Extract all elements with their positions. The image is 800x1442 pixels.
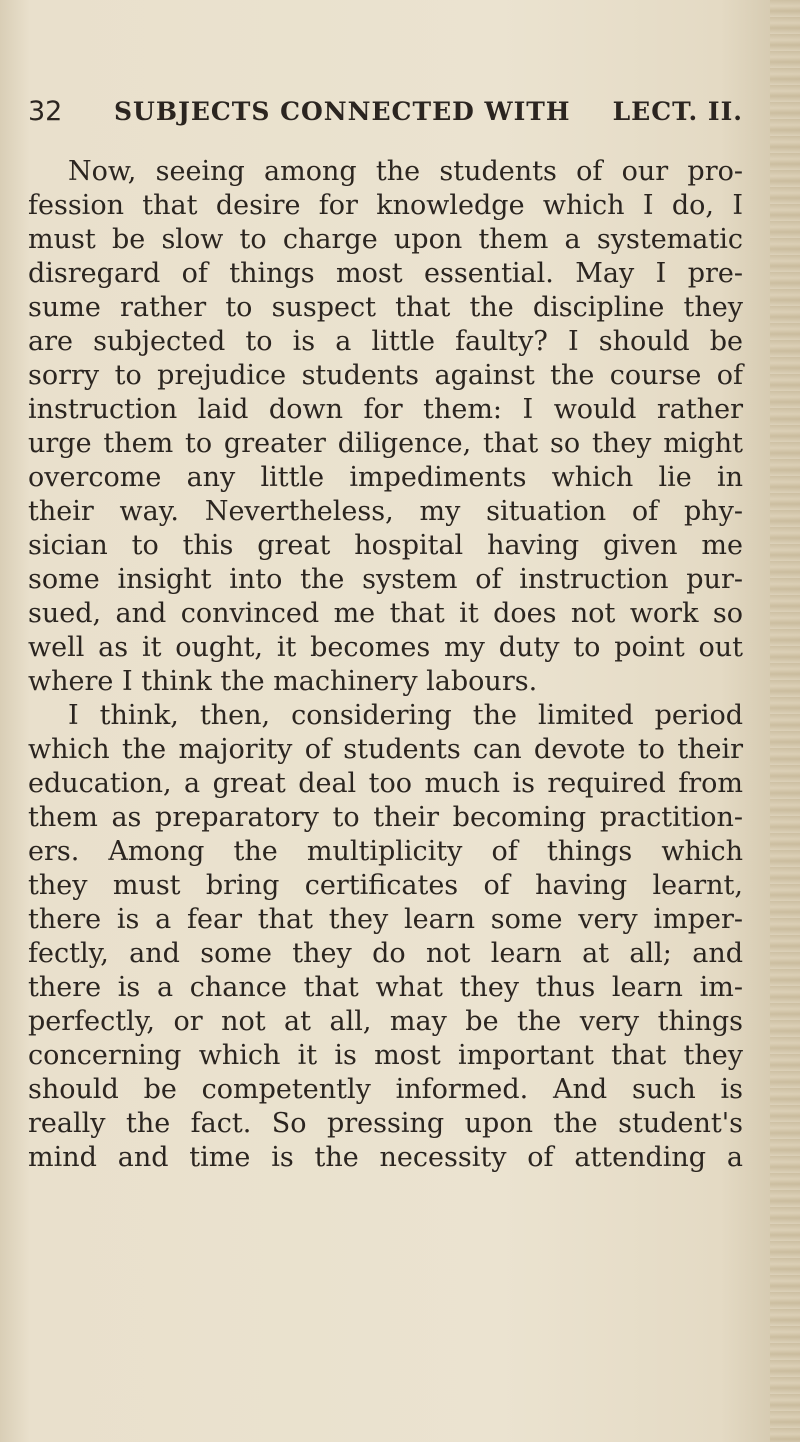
text-line: overcome any little impediments which lie in — [28, 462, 743, 493]
text-line: are subjected to is a little faulty? I should be — [28, 326, 743, 357]
text-line: ers. Among the multiplicity of things which — [28, 836, 743, 867]
text-line: must be slow to charge upon them a systematic — [28, 224, 743, 255]
text-line: some insight into the system of instruction pur- — [28, 564, 743, 595]
text-line: concerning which it is most important that they — [28, 1040, 743, 1071]
page-number: 32 — [28, 96, 63, 127]
text-line: really the fact. So pressing upon the student's — [28, 1108, 743, 1139]
text-line: sician to this great hospital having given me — [28, 530, 743, 561]
text-line: sorry to prejudice students against the course of — [28, 360, 743, 391]
text-line: there is a chance that what they thus learn im- — [28, 972, 743, 1003]
text-line: sume rather to suspect that the discipline they — [28, 292, 743, 323]
text-line: instruction laid down for them: I would rather — [28, 394, 743, 425]
body-text — [28, 155, 743, 1175]
text-line: education, a great deal too much is required from — [28, 768, 743, 799]
text-line: they must bring certificates of having learnt, — [28, 870, 743, 901]
text-line: where I think the machinery labours. — [28, 666, 538, 697]
text-line: there is a fear that they learn some very imper- — [28, 904, 743, 935]
text-line: fession that desire for knowledge which I do, I — [28, 190, 743, 221]
text-line: their way. Nevertheless, my situation of phy- — [28, 496, 743, 527]
text-line: well as it ought, it becomes my duty to point out — [28, 632, 743, 663]
page-edge — [770, 0, 800, 1442]
text-line: urge them to greater diligence, that so they might — [28, 428, 743, 459]
page-header — [28, 92, 743, 132]
text-line: perfectly, or not at all, may be the very things — [28, 1006, 743, 1037]
running-head: SUBJECTS CONNECTED WITH — [114, 97, 571, 126]
text-line: disregard of things most essential. May I pre- — [28, 258, 743, 289]
text-line: Now, seeing among the students of our pro- — [68, 156, 743, 187]
text-line: mind and time is the necessity of attending a — [28, 1142, 743, 1173]
lecture-reference: LECT. II. — [612, 97, 743, 126]
text-line: I think, then, considering the limited period — [68, 700, 743, 731]
text-line: them as preparatory to their becoming practition- — [28, 802, 743, 833]
text-line: sued, and convinced me that it does not work so — [28, 598, 743, 629]
text-line: fectly, and some they do not learn at all; and — [28, 938, 743, 969]
text-line: should be competently informed. And such is — [28, 1074, 743, 1105]
text-line: which the majority of students can devote to their — [28, 734, 743, 765]
